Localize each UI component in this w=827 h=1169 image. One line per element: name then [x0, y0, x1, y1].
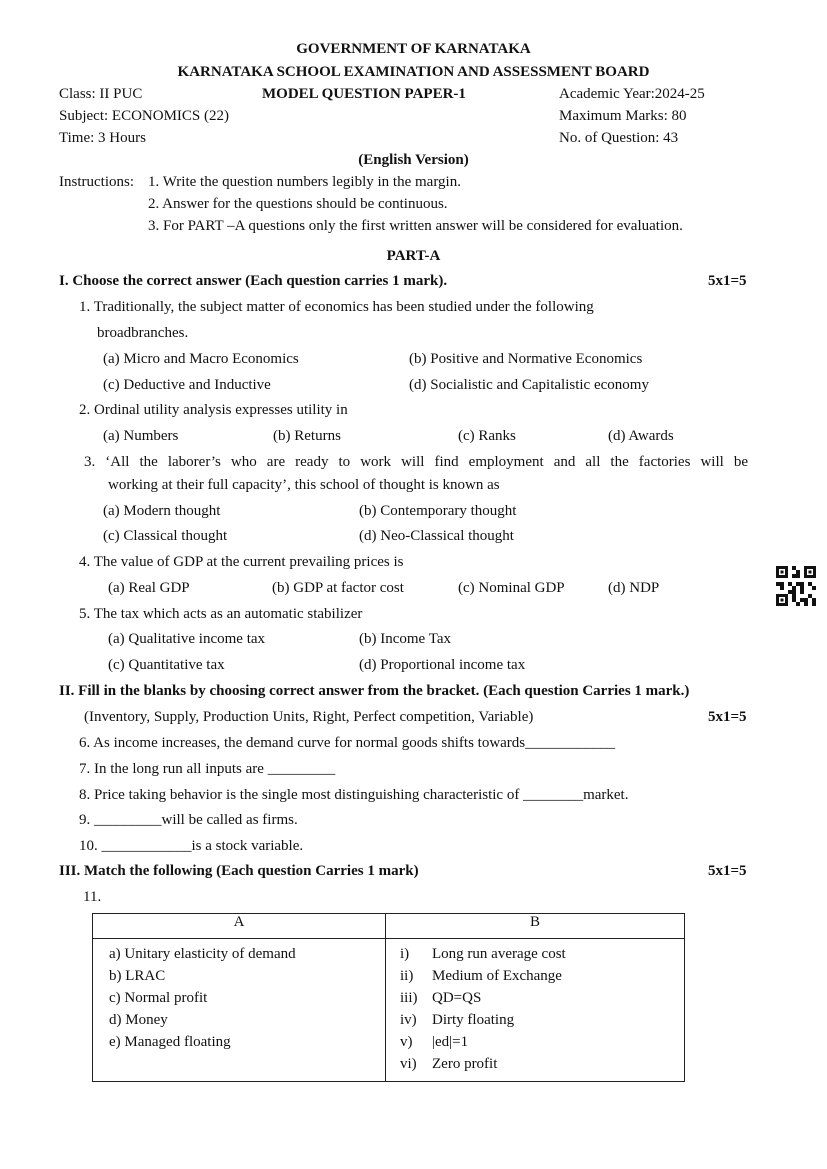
fill-blank-question: 7. In the long run all inputs are _________ [79, 761, 336, 777]
match-item-b [400, 1031, 684, 1053]
max-marks: Maximum Marks: 80 [559, 108, 687, 124]
question-text: 5. The tax which acts as an automatic stabilizer [79, 606, 363, 622]
section-marks: 5x1=5 [708, 273, 747, 289]
board-title: GOVERNMENT OF KARNATAKA [296, 41, 531, 57]
fill-blank-question: 10. ____________is a stock variable. [79, 838, 304, 854]
option: (d) Socialistic and Capitalistic economy [409, 377, 649, 393]
option: (a) Numbers [103, 428, 179, 444]
version-label: (English Version) [358, 152, 469, 168]
part-title: PART-A [386, 248, 441, 264]
instruction-item: 1. Write the question numbers legibly in the margin. [148, 174, 461, 190]
match-item-a: d) Money [109, 1012, 168, 1028]
option: (a) Micro and Macro Economics [103, 351, 299, 367]
section-marks: 5x1=5 [708, 863, 747, 879]
match-item-text: Zero profit [432, 1056, 498, 1072]
match-item-b [400, 1009, 684, 1031]
column-a [93, 939, 386, 1082]
match-item-text: |ed|=1 [432, 1034, 469, 1050]
match-item-a: a) Unitary elasticity of demand [109, 946, 296, 962]
section-heading: II. Fill in the blanks by choosing correct answer from the bracket. (Each question Carries 1 mark.) [59, 683, 690, 699]
option: (b) Returns [273, 428, 341, 444]
instruction-item: 3. For PART –A questions only the first written answer will be considered for evaluation. [148, 218, 683, 234]
section-heading: III. Match the following (Each question Carries 1 mark) [59, 863, 419, 879]
option: (c) Nominal GDP [458, 580, 565, 596]
match-item-a: b) LRAC [109, 968, 166, 984]
option: (c) Classical thought [103, 528, 228, 544]
class-label: Class: II PUC [59, 86, 143, 102]
question-count: No. of Question: 43 [559, 130, 679, 146]
column-b-header: B [386, 914, 685, 939]
match-item-number: v) [400, 1034, 413, 1050]
option: (d) NDP [608, 580, 660, 596]
match-item-number: iii) [400, 990, 418, 1006]
option: (c) Deductive and Inductive [103, 377, 271, 393]
match-table [92, 913, 685, 1082]
question-text: 3. ‘All the laborer’s who are ready to work will find employment and all the factories will be [84, 454, 748, 470]
question-text: 1. Traditionally, the subject matter of economics has been studied under the following [79, 299, 594, 315]
match-item-number: ii) [400, 968, 414, 984]
match-item-a: e) Managed floating [109, 1034, 231, 1050]
qr-code-icon [776, 566, 816, 606]
academic-year: Academic Year:2024-25 [559, 86, 705, 102]
match-item-b [400, 987, 684, 1009]
question-number: 11. [83, 889, 102, 905]
question-text: 4. The value of GDP at the current prevailing prices is [79, 554, 404, 570]
option: (c) Quantitative tax [108, 657, 225, 673]
option: (d) Neo-Classical thought [359, 528, 514, 544]
question-text: 2. Ordinal utility analysis expresses utility in [79, 402, 348, 418]
option: (d) Awards [608, 428, 674, 444]
match-item-text: Long run average cost [432, 946, 566, 962]
section-heading: I. Choose the correct answer (Each question carries 1 mark). [59, 273, 448, 289]
instruction-item: 2. Answer for the questions should be continuous. [148, 196, 448, 212]
time-label: Time: 3 Hours [59, 130, 146, 146]
match-item-text: Dirty floating [432, 1012, 515, 1028]
option: (b) GDP at factor cost [272, 580, 404, 596]
option: (a) Qualitative income tax [108, 631, 266, 647]
match-item-b [400, 965, 684, 987]
option: (c) Ranks [458, 428, 516, 444]
board-subtitle: KARNATAKA SCHOOL EXAMINATION AND ASSESSMENT BOARD [177, 64, 650, 80]
match-item-number: iv) [400, 1012, 417, 1028]
subject-label: Subject: ECONOMICS (22) [59, 108, 229, 124]
paper-title: MODEL QUESTION PAPER-1 [262, 86, 466, 102]
question-text: broadbranches. [97, 325, 189, 341]
bracket-options: (Inventory, Supply, Production Units, Right, Perfect competition, Variable) [84, 709, 534, 725]
fill-blank-question: 8. Price taking behavior is the single most distinguishing characteristic of ________market. [79, 787, 629, 803]
question-text: working at their full capacity’, this school of thought is known as [108, 477, 500, 493]
option: (b) Positive and Normative Economics [409, 351, 643, 367]
match-item-b [400, 943, 684, 965]
match-item-text: QD=QS [432, 990, 482, 1006]
column-a-header: A [93, 914, 386, 939]
fill-blank-question: 6. As income increases, the demand curve for normal goods shifts towards____________ [79, 735, 616, 751]
match-item-number: i) [400, 946, 410, 962]
option: (b) Income Tax [359, 631, 451, 647]
column-b [386, 939, 685, 1082]
fill-blank-question: 9. _________will be called as firms. [79, 812, 298, 828]
match-item-a: c) Normal profit [109, 990, 208, 1006]
match-item-text: Medium of Exchange [432, 968, 562, 984]
match-item-number: vi) [400, 1056, 417, 1072]
option: (a) Real GDP [108, 580, 190, 596]
match-item-b [400, 1053, 684, 1075]
section-marks: 5x1=5 [708, 709, 747, 725]
option: (b) Contemporary thought [359, 503, 517, 519]
option: (a) Modern thought [103, 503, 221, 519]
option: (d) Proportional income tax [359, 657, 526, 673]
instructions-label: Instructions: [59, 174, 134, 190]
